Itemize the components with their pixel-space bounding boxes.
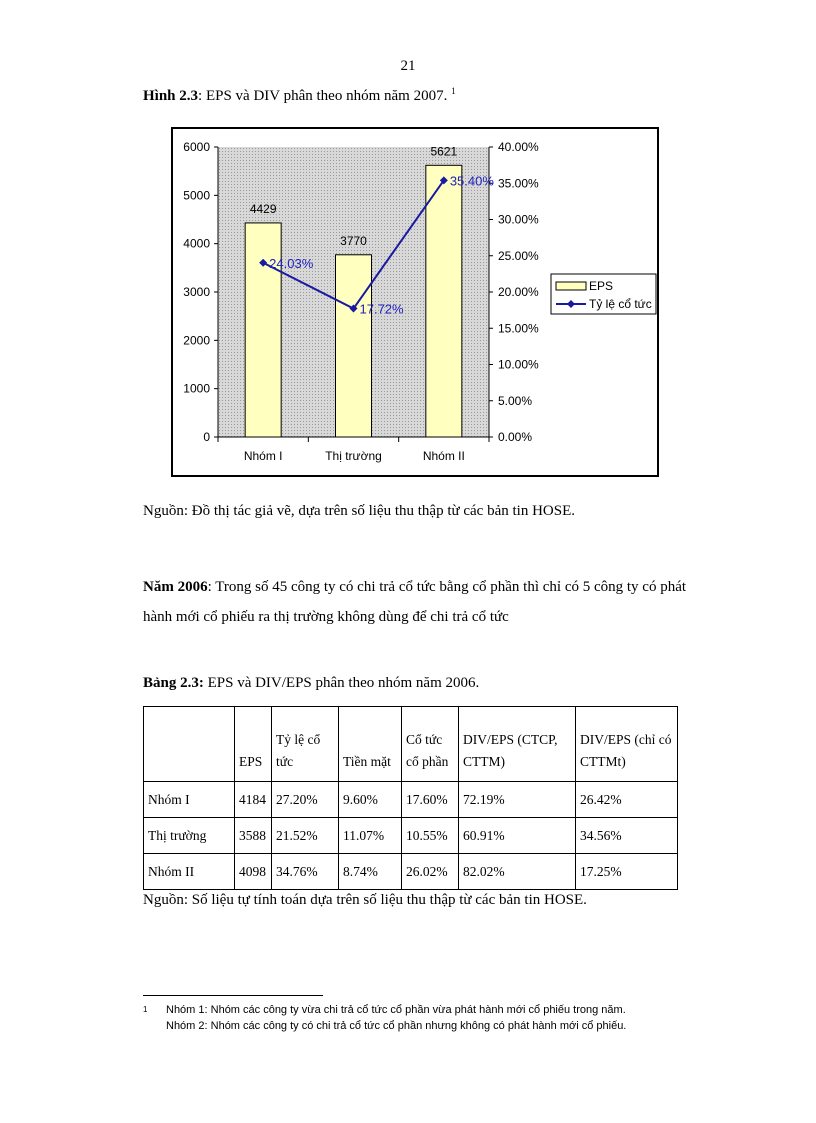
footnote	[143, 1002, 626, 1034]
table-cell: 9.60%	[339, 782, 402, 818]
right-tick-label: 10.00%	[498, 357, 539, 372]
table-cell: Nhóm I	[144, 782, 235, 818]
eps-data-label: 3770	[340, 233, 367, 248]
dividend-ratio-label: 35.40%	[449, 173, 494, 189]
table-cell: 82.02%	[459, 854, 576, 890]
table-row	[144, 782, 678, 818]
category-label: Nhóm I	[243, 449, 283, 463]
left-tick-label: 3000	[183, 285, 210, 299]
category-label: Thị trường	[325, 449, 382, 463]
left-tick-label: 4000	[183, 236, 210, 251]
table-cell: 17.25%	[576, 854, 678, 890]
table-cell: 10.55%	[402, 818, 459, 854]
left-tick-label: 0	[203, 430, 210, 444]
page-number: 21	[400, 58, 416, 74]
table-cell: 4184	[235, 782, 272, 818]
table-cell: 21.52%	[272, 818, 339, 854]
right-tick-label: 25.00%	[498, 248, 539, 263]
table-header-cell: EPS	[235, 707, 272, 782]
footnote-ref: 1	[451, 86, 456, 96]
table-cell: 26.42%	[576, 782, 678, 818]
footnote-line: Nhóm 1: Nhóm các công ty vừa chi trả cổ tức cổ phần vừa phát hành mới cổ phiếu trong năm.	[166, 1004, 626, 1016]
eps-data-label: 4429	[249, 201, 277, 216]
table-row	[144, 854, 678, 890]
legend-label: EPS	[589, 279, 614, 293]
table-cell: 11.07%	[339, 818, 402, 854]
table-cell: 34.56%	[576, 818, 678, 854]
legend-label: Tỷ lệ cổ tức	[589, 297, 652, 311]
table-cell: 72.19%	[459, 782, 576, 818]
table-header-cell	[144, 707, 235, 782]
table-header-cell: Tiền mặt	[339, 707, 402, 782]
table-cell: Thị trường	[144, 818, 235, 854]
figure-label: Hình 2.3	[143, 88, 199, 104]
table-source: Nguồn: Số liệu tự tính toán dựa trên số liệu thu thập từ các bản tin HOSE.	[143, 892, 587, 908]
left-tick-label: 1000	[183, 381, 210, 396]
paragraph-text: : Trong số 45 công ty có chi trả cổ tức bằng cổ phần thì chỉ có 5 công ty có phát hành mới cổ phiếu ra thị trường không dùng để chi trả cổ tức	[143, 579, 687, 625]
eps-div-chart	[171, 127, 659, 477]
left-tick-label: 6000	[183, 140, 210, 154]
data-table	[143, 706, 678, 890]
dividend-ratio-label: 17.72%	[359, 301, 404, 317]
table-cell: 3588	[235, 818, 272, 854]
table-cell: 34.76%	[272, 854, 339, 890]
footnote-marker: 1	[143, 1005, 148, 1014]
right-tick-label: 15.00%	[498, 321, 539, 336]
left-tick-label: 2000	[183, 333, 210, 348]
table-header-cell: Cổ tức cổ phần	[402, 707, 459, 782]
table-cell: 26.02%	[402, 854, 459, 890]
figure-source: Nguồn: Đồ thị tác giả vẽ, dựa trên số liệu thu thập từ các bản tin HOSE.	[143, 503, 575, 519]
table-cell: 17.60%	[402, 782, 459, 818]
table-header-cell: DIV/EPS (chỉ có CTTMt)	[576, 707, 678, 782]
category-label: Nhóm II	[422, 449, 465, 463]
table-cell: Nhóm II	[144, 854, 235, 890]
table-cell: 8.74%	[339, 854, 402, 890]
eps-bar	[336, 255, 372, 437]
table-cell: 27.20%	[272, 782, 339, 818]
figure-caption	[143, 86, 456, 105]
eps-data-label: 5621	[430, 144, 458, 159]
right-tick-label: 20.00%	[498, 285, 539, 299]
table-cell: 60.91%	[459, 818, 576, 854]
table-caption	[143, 675, 479, 692]
table-header-row	[144, 707, 678, 782]
paragraph-bold: Năm 2006	[143, 579, 208, 595]
table-header-cell: Tỷ lệ cổ tức	[272, 707, 339, 782]
paragraph-2006	[143, 572, 703, 632]
right-tick-label: 0.00%	[498, 430, 533, 444]
table-row	[144, 818, 678, 854]
right-tick-label: 35.00%	[498, 176, 539, 191]
legend-bar-swatch	[556, 282, 586, 290]
table-cell: 4098	[235, 854, 272, 890]
left-tick-label: 5000	[183, 188, 210, 203]
eps-bar	[426, 165, 462, 437]
table-title: EPS và DIV/EPS phân theo nhóm năm 2006.	[203, 675, 480, 691]
right-tick-label: 30.00%	[498, 212, 539, 227]
footnote-line: Nhóm 2: Nhóm các công ty có chi trả cổ tức cổ phần nhưng không có phát hành mới cổ phiếu.	[166, 1020, 627, 1032]
right-tick-label: 5.00%	[498, 393, 533, 408]
table-header-cell: DIV/EPS (CTCP, CTTM)	[459, 707, 576, 782]
dividend-ratio-label: 24.03%	[269, 255, 314, 271]
right-tick-label: 40.00%	[498, 140, 539, 154]
footnote-divider	[143, 995, 323, 996]
figure-title: : EPS và DIV phân theo nhóm năm 2007.	[198, 88, 448, 104]
table-label: Bảng 2.3:	[143, 675, 204, 691]
